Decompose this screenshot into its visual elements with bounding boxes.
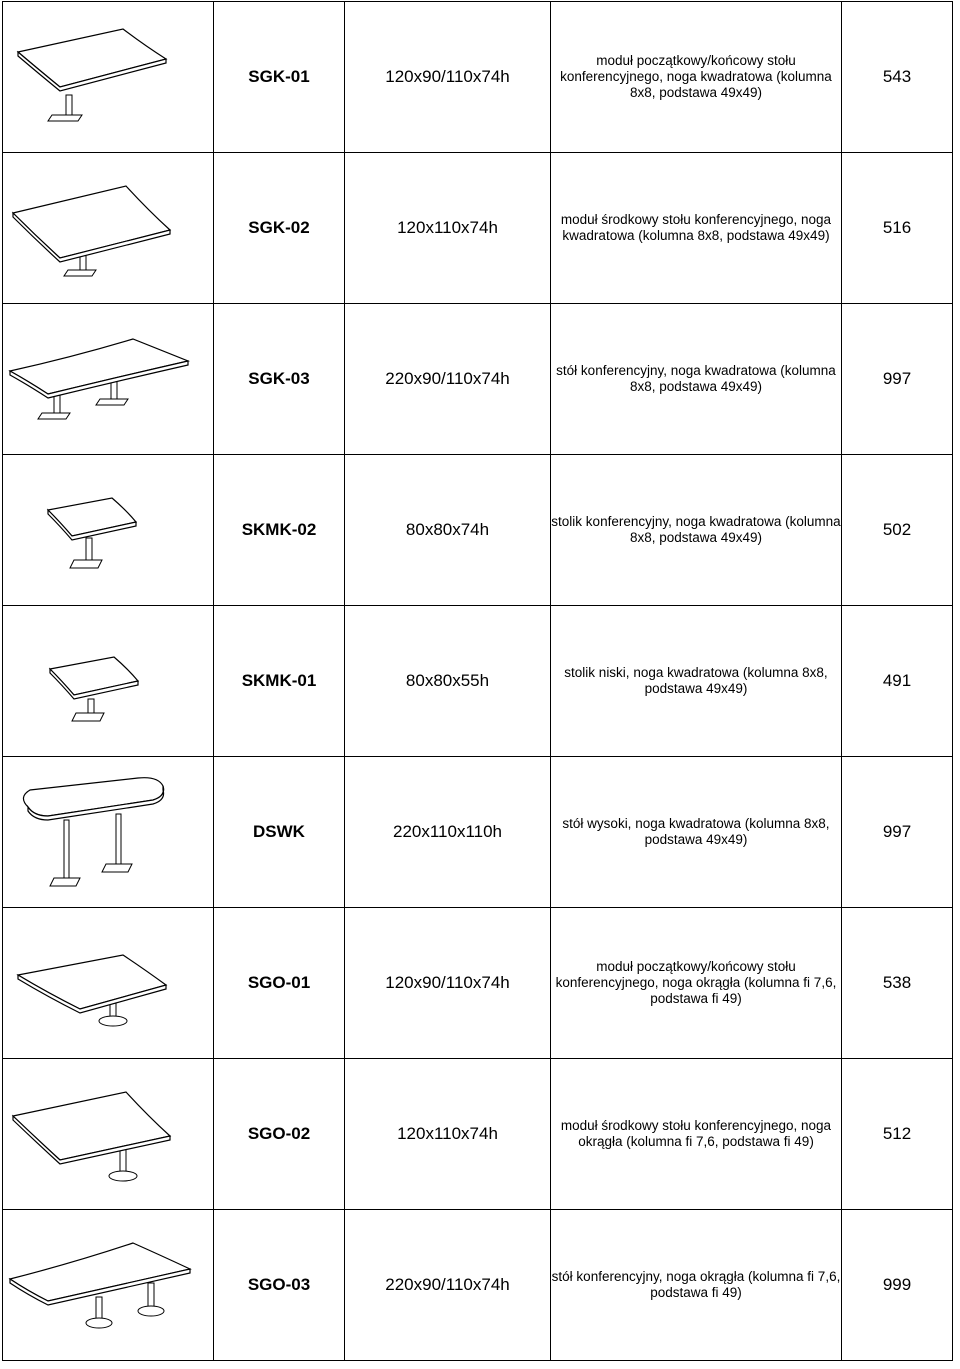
product-price: 491: [842, 606, 953, 757]
product-dimensions: 220x110x110h: [345, 757, 551, 908]
product-description: stół wysoki, noga kwadratowa (kolumna 8x8, podstawa 49x49): [551, 757, 842, 908]
product-description: stół konferencyjny, noga kwadratowa (kolumna 8x8, podstawa 49x49): [551, 304, 842, 455]
product-price: 516: [842, 153, 953, 304]
product-price: 543: [842, 2, 953, 153]
product-price: 999: [842, 1210, 953, 1361]
product-illustration: [3, 153, 214, 304]
product-illustration: [3, 2, 214, 153]
product-description: stolik konferencyjny, noga kwadratowa (kolumna 8x8, podstawa 49x49): [551, 455, 842, 606]
table-row: [3, 304, 953, 455]
table-row: [3, 1059, 953, 1210]
product-description: moduł początkowy/końcowy stołu konferencyjnego, noga kwadratowa (kolumna 8x8, podstawa 49x49): [551, 2, 842, 153]
small-table-square-leg-illustration: [8, 460, 208, 600]
high-table-square-legs-illustration: [8, 762, 208, 902]
product-code: SGO-01: [214, 908, 345, 1059]
product-description: moduł środkowy stołu konferencyjnego, noga kwadratowa (kolumna 8x8, podstawa 49x49): [551, 153, 842, 304]
product-price: 997: [842, 757, 953, 908]
product-illustration: [3, 908, 214, 1059]
product-price: 512: [842, 1059, 953, 1210]
product-description: stół konferencyjny, noga okrągła (kolumna fi 7,6, podstawa fi 49): [551, 1210, 842, 1361]
start-module-square-leg-illustration: [8, 7, 208, 147]
table-row: [3, 908, 953, 1059]
product-code: SGK-01: [214, 2, 345, 153]
product-illustration: [3, 455, 214, 606]
product-description: moduł początkowy/końcowy stołu konferencyjnego, noga okrągła (kolumna fi 7,6, podstawa fi 49): [551, 908, 842, 1059]
product-dimensions: 80x80x55h: [345, 606, 551, 757]
product-illustration: [3, 1059, 214, 1210]
product-code: SGK-03: [214, 304, 345, 455]
product-code: DSWK: [214, 757, 345, 908]
product-price: 538: [842, 908, 953, 1059]
product-description: moduł środkowy stołu konferencyjnego, noga okrągła (kolumna fi 7,6, podstawa fi 49): [551, 1059, 842, 1210]
table-row: [3, 757, 953, 908]
middle-module-round-leg-illustration: [8, 1064, 208, 1204]
table-row: [3, 153, 953, 304]
product-price: 502: [842, 455, 953, 606]
table-row: [3, 455, 953, 606]
product-dimensions: 120x110x74h: [345, 153, 551, 304]
product-dimensions: 80x80x74h: [345, 455, 551, 606]
table-row: [3, 1210, 953, 1361]
product-illustration: [3, 757, 214, 908]
conference-table-square-legs-illustration: [8, 309, 208, 449]
product-dimensions: 220x90/110x74h: [345, 1210, 551, 1361]
product-dimensions: 120x110x74h: [345, 1059, 551, 1210]
product-code: SGO-02: [214, 1059, 345, 1210]
product-illustration: [3, 606, 214, 757]
product-illustration: [3, 1210, 214, 1361]
table-row: [3, 606, 953, 757]
product-dimensions: 220x90/110x74h: [345, 304, 551, 455]
product-table: [2, 1, 953, 1361]
product-code: SKMK-02: [214, 455, 345, 606]
middle-module-square-leg-illustration: [8, 158, 208, 298]
start-module-round-leg-illustration: [8, 913, 208, 1053]
product-code: SKMK-01: [214, 606, 345, 757]
product-illustration: [3, 304, 214, 455]
product-code: SGO-03: [214, 1210, 345, 1361]
table-row: [3, 2, 953, 153]
product-dimensions: 120x90/110x74h: [345, 2, 551, 153]
product-description: stolik niski, noga kwadratowa (kolumna 8x8, podstawa 49x49): [551, 606, 842, 757]
conference-table-round-legs-illustration: [8, 1215, 208, 1355]
product-price: 997: [842, 304, 953, 455]
product-code: SGK-02: [214, 153, 345, 304]
product-dimensions: 120x90/110x74h: [345, 908, 551, 1059]
low-table-square-leg-illustration: [8, 611, 208, 751]
